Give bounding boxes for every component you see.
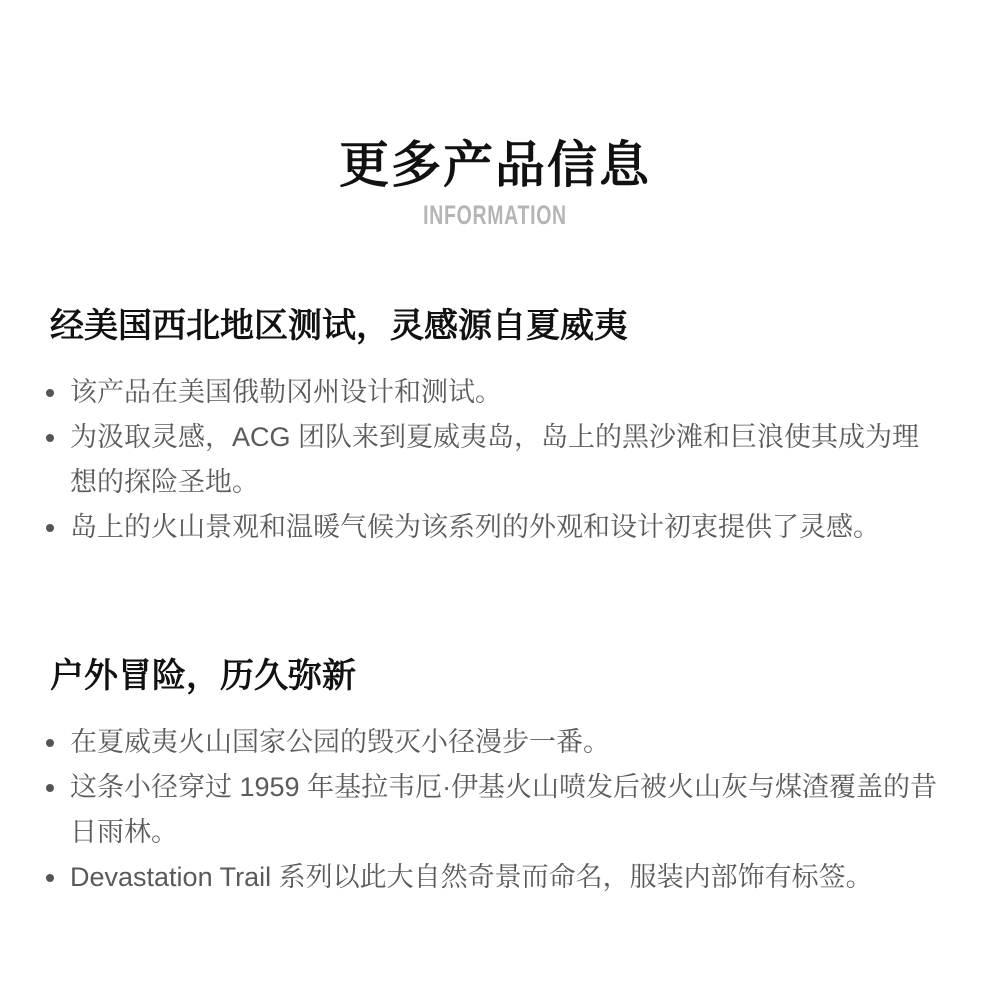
- bullet-item: [50, 370, 940, 415]
- bullet-dot-icon: [46, 434, 54, 442]
- bullet-list: [50, 370, 940, 550]
- bullet-text: 岛上的火山景观和温暖气候为该系列的外观和设计初衷提供了灵感。: [70, 512, 880, 542]
- bullet-text: 这条小径穿过 1959 年基拉韦厄·伊基火山喷发后被火山灰与煤渣覆盖的昔日雨林。: [70, 772, 938, 847]
- bullet-list: [50, 720, 940, 900]
- bullet-text: 在夏威夷火山国家公园的毁灭小径漫步一番。: [70, 727, 610, 757]
- bullet-text: 为汲取灵感，ACG 团队来到夏威夷岛，岛上的黑沙滩和巨浪使其成为理想的探险圣地。: [70, 422, 920, 497]
- page-header: [0, 132, 990, 230]
- section-heading: 户外冒险，历久弥新: [50, 656, 356, 696]
- bullet-dot-icon: [46, 524, 54, 532]
- bullet-item: [50, 855, 940, 900]
- bullet-text: 该产品在美国俄勒冈州设计和测试。: [70, 377, 502, 407]
- page-title: 更多产品信息: [339, 136, 651, 194]
- page-subtitle: INFORMATION: [423, 200, 567, 230]
- section-heading: 经美国西北地区测试，灵感源自夏威夷: [50, 306, 628, 346]
- bullet-text: Devastation Trail 系列以此大自然奇景而命名，服装内部饰有标签。: [70, 862, 873, 892]
- bullet-dot-icon: [46, 739, 54, 747]
- section-outdoor-adventure: [50, 652, 940, 900]
- bullet-item: [50, 505, 940, 550]
- bullet-item: [50, 720, 940, 765]
- bullet-dot-icon: [46, 874, 54, 882]
- section-hawaii-inspiration: [50, 302, 940, 550]
- bullet-item: [50, 415, 940, 505]
- bullet-dot-icon: [46, 784, 54, 792]
- bullet-dot-icon: [46, 389, 54, 397]
- bullet-item: [50, 765, 940, 855]
